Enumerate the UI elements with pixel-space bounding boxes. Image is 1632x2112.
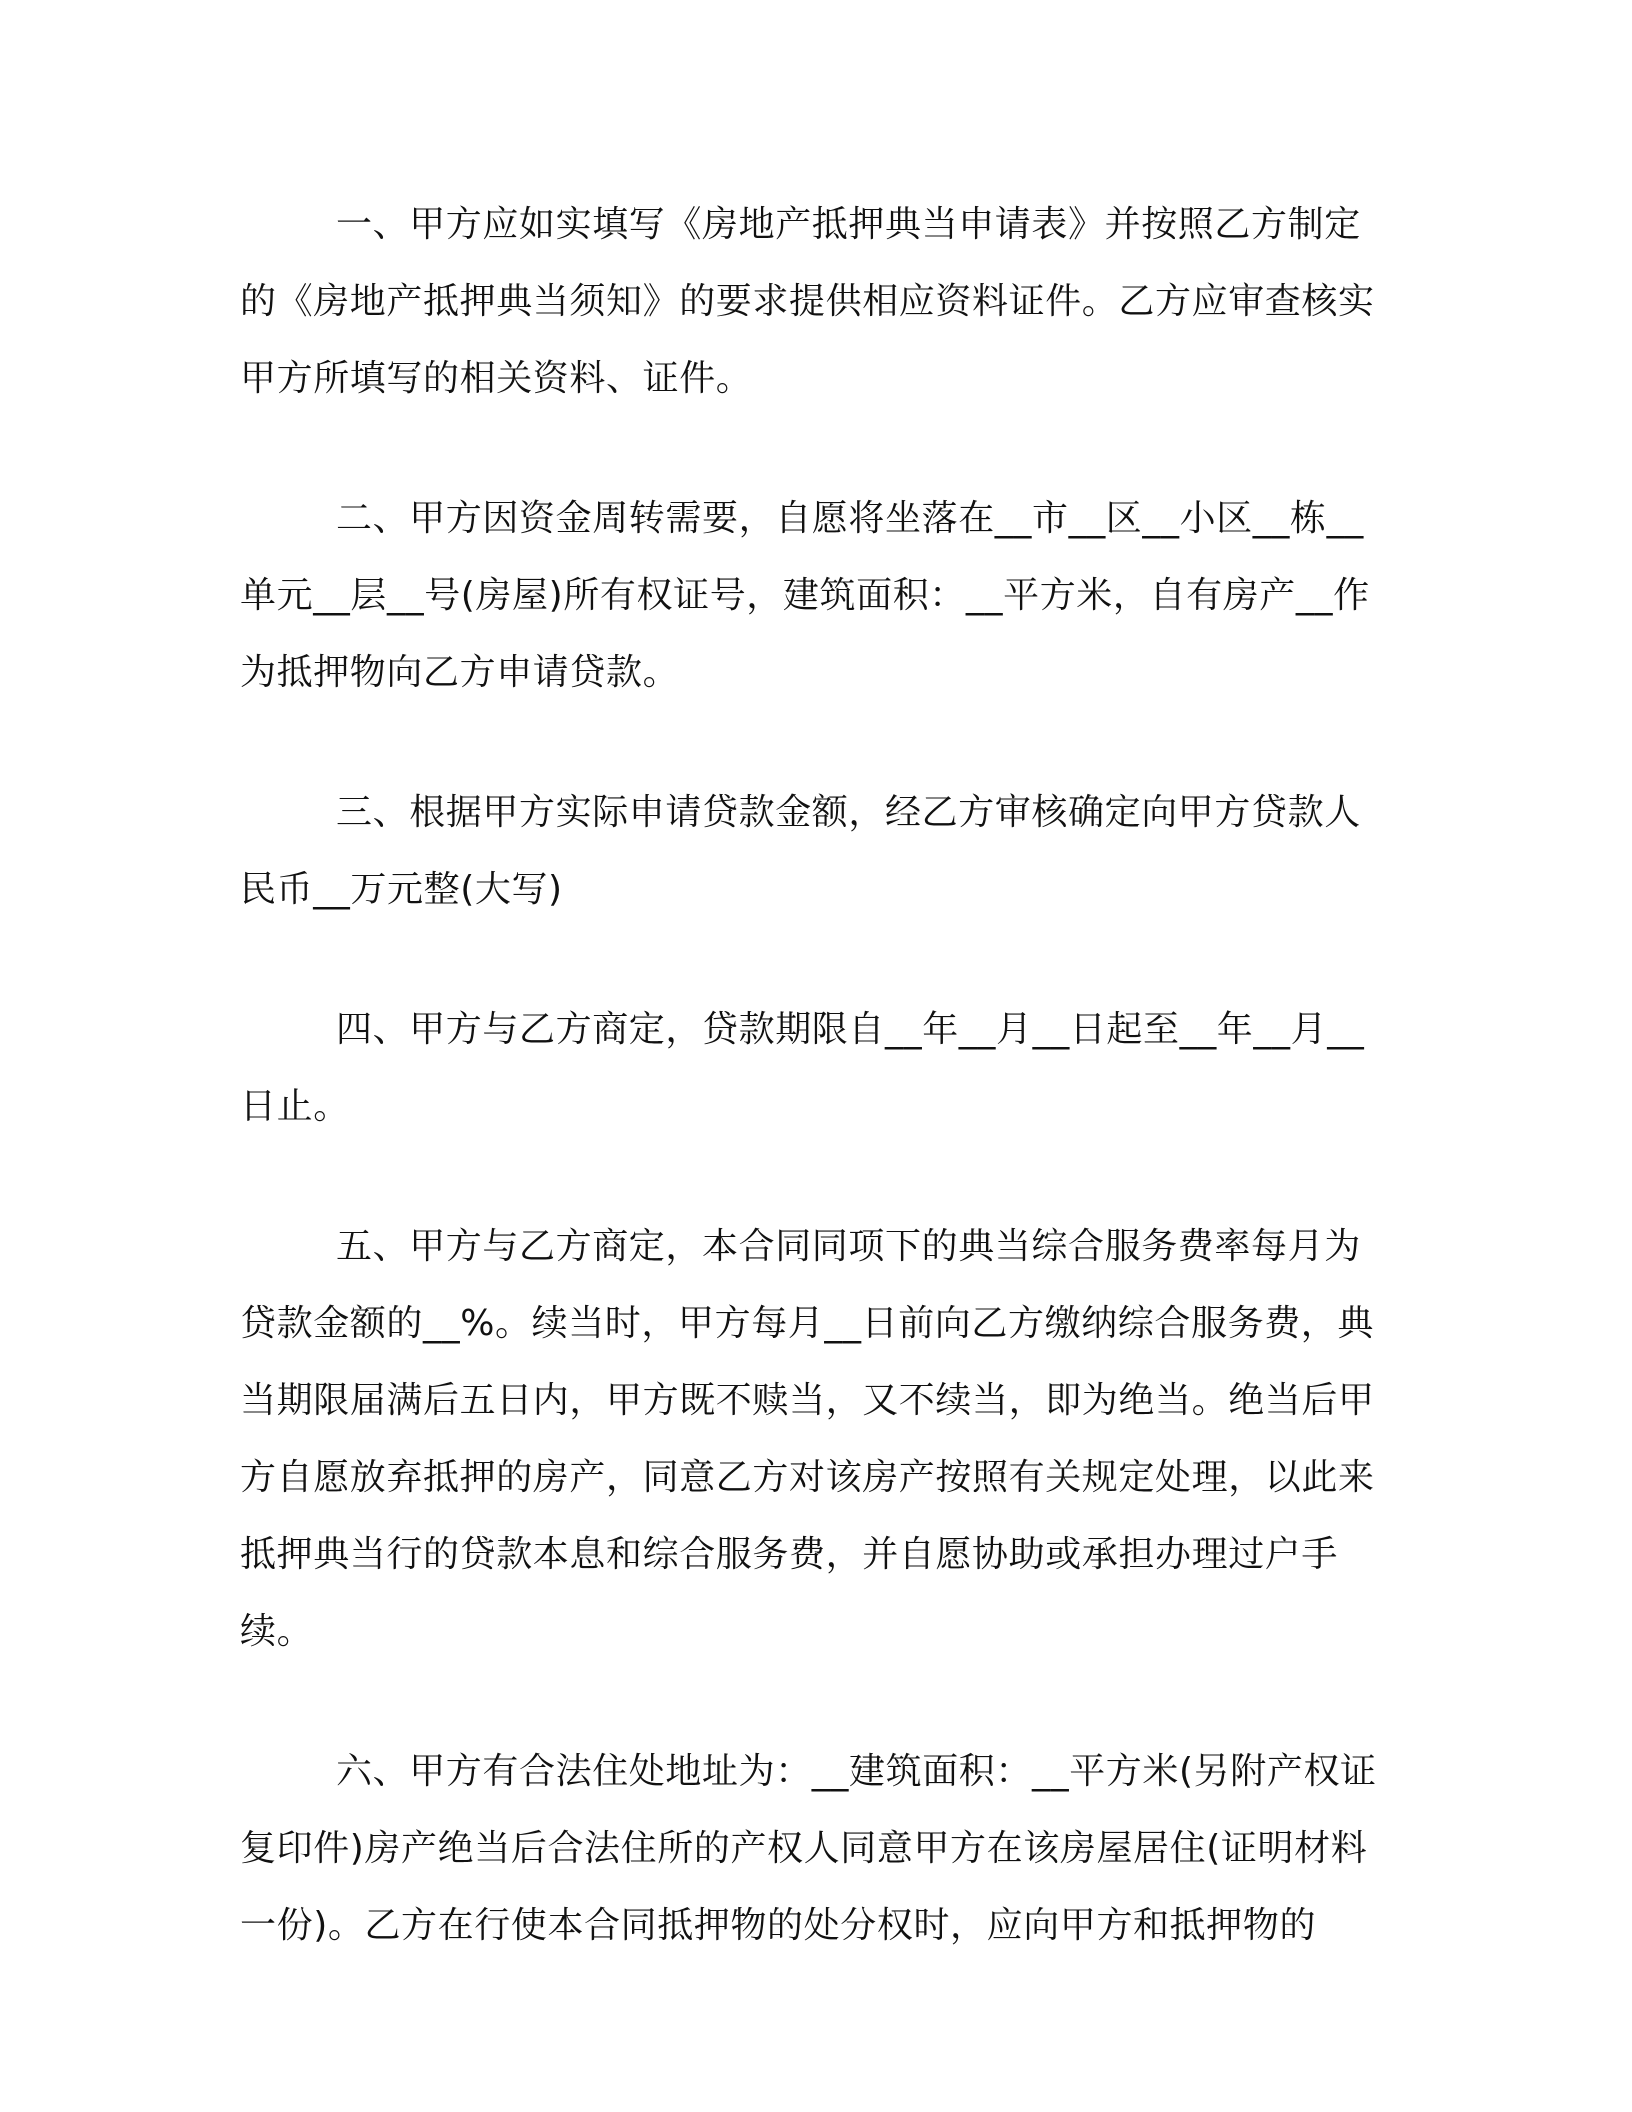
clause-3-paragraph: 三、根据甲方实际申请贷款金额，经乙方审核确定向甲方贷款人民币__万元整(大写) [240,792,1361,910]
clause-2-paragraph: 二、甲方因资金周转需要，自愿将坐落在__市__区__小区__栋__单元__层__号(房屋)所有权证号，建筑面积：__平方米，自有房产__作为抵押物向乙方申请贷款。 [240,498,1370,693]
contract-body [240,186,1390,2027]
clause-4-paragraph: 四、甲方与乙方商定，贷款期限自__年__月__日起至__年__月__日止。 [240,1009,1365,1127]
clause-6-paragraph: 六、甲方有合法住处地址为：__建筑面积：__平方米(另附产权证复印件)房产绝当后合法住所的产权人同意甲方在该房屋居住(证明材料一份)。乙方在行使本合同抵押物的处分权时，应向甲方和抵押物的 [240,1751,1377,1946]
clause-1-paragraph: 一、甲方应如实填写《房地产抵押典当申请表》并按照乙方制定的《房地产抵押典当须知》的要求提供相应资料证件。乙方应审查核实甲方所填写的相关资料、证件。 [240,204,1375,399]
clause-5-paragraph: 五、甲方与乙方商定，本合同同项下的典当综合服务费率每月为贷款金额的__%。续当时，甲方每月__日前向乙方缴纳综合服务费，典当期限届满后五日内，甲方既不赎当，又不续当，即为绝当。绝当后甲方自愿放弃抵押的房产，同意乙方对该房产按照有关规定处理，以此来抵押典当行的贷款本息和综合服务费，并自愿协助或承担办理过户手续。 [240,1226,1375,1652]
